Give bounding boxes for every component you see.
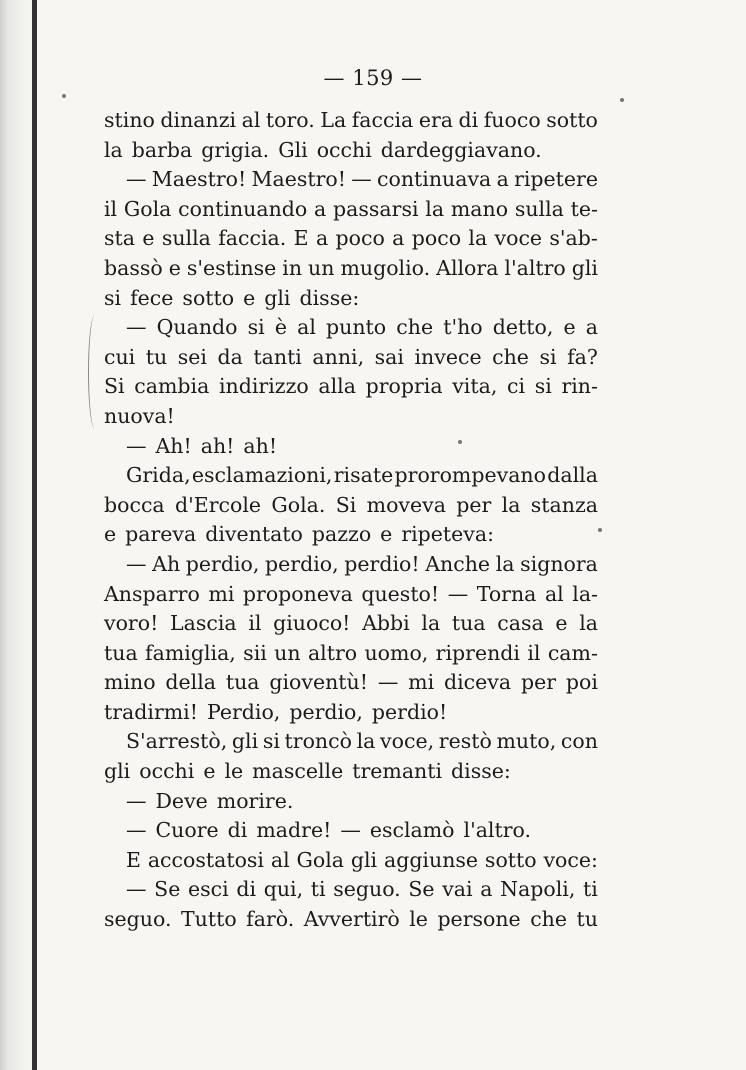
text-line bbox=[104, 905, 598, 935]
word: e bbox=[168, 255, 181, 280]
word: Si bbox=[104, 374, 125, 399]
word: seguo. bbox=[333, 877, 401, 902]
paper-speck bbox=[598, 528, 602, 532]
word: la bbox=[495, 551, 515, 576]
word: Se bbox=[154, 877, 181, 902]
word: disse: bbox=[451, 759, 511, 784]
word: Torna bbox=[476, 581, 537, 606]
word: persone bbox=[437, 907, 521, 932]
word: Lascia bbox=[170, 611, 237, 636]
word: mino bbox=[104, 670, 156, 695]
word: toro. bbox=[265, 108, 315, 132]
word: Perdio, bbox=[206, 699, 281, 724]
word: s'estinse bbox=[186, 255, 277, 280]
word: troncò bbox=[284, 729, 352, 754]
word: vai bbox=[442, 877, 473, 902]
word: al bbox=[544, 581, 564, 606]
word: mi bbox=[408, 670, 435, 695]
word: indirizzo bbox=[218, 374, 309, 399]
word: questo! bbox=[361, 581, 440, 606]
word: e bbox=[563, 315, 576, 340]
word: gli bbox=[350, 847, 378, 872]
word: perdio, bbox=[185, 551, 260, 576]
paper-speck bbox=[62, 94, 66, 98]
word: a bbox=[315, 226, 329, 251]
word: seguo. bbox=[104, 907, 172, 932]
word: il bbox=[104, 196, 118, 221]
word: le bbox=[224, 759, 244, 784]
word: proponeva bbox=[242, 581, 353, 606]
text-line bbox=[104, 461, 598, 491]
word: di bbox=[236, 877, 257, 902]
text-line bbox=[104, 757, 598, 787]
word: tua bbox=[225, 670, 260, 695]
word: s'ab- bbox=[549, 226, 598, 251]
text-line bbox=[104, 580, 598, 610]
word: in bbox=[282, 255, 303, 280]
word: e bbox=[380, 522, 393, 547]
word: Gola. bbox=[271, 492, 326, 517]
word: si bbox=[104, 285, 122, 310]
word: Grida, bbox=[126, 463, 191, 488]
word: prorompevano bbox=[394, 463, 546, 488]
word: poco bbox=[411, 226, 462, 251]
word: Gli bbox=[278, 137, 308, 162]
word: Cuore bbox=[155, 818, 219, 843]
word: l'altro. bbox=[463, 818, 532, 843]
word: fuoco bbox=[483, 108, 541, 132]
word: la bbox=[104, 137, 123, 162]
word: Quando bbox=[156, 315, 238, 340]
word: grigia. bbox=[201, 137, 270, 162]
word: Si bbox=[335, 492, 357, 517]
word: con bbox=[560, 729, 598, 754]
text-line bbox=[104, 372, 598, 402]
word: ripeteva: bbox=[401, 522, 495, 547]
word: sei bbox=[177, 344, 207, 369]
word: pazzo bbox=[311, 522, 372, 547]
word: si bbox=[539, 344, 557, 369]
text-line bbox=[104, 106, 598, 136]
word: sta bbox=[104, 226, 135, 251]
word: un bbox=[308, 255, 335, 280]
word: tu bbox=[145, 344, 168, 369]
word: l'altro bbox=[504, 255, 566, 280]
word: muto, bbox=[496, 729, 557, 754]
word: ci bbox=[507, 374, 526, 399]
word: Ansparro bbox=[104, 581, 200, 606]
word: si bbox=[262, 729, 280, 754]
word: le bbox=[409, 907, 428, 932]
word: a bbox=[480, 877, 493, 902]
word: — bbox=[340, 818, 361, 843]
word: pareva bbox=[125, 522, 197, 547]
word: al bbox=[297, 315, 316, 340]
word: la bbox=[579, 611, 598, 636]
word: madre! bbox=[256, 818, 332, 843]
word: morire. bbox=[216, 788, 294, 813]
word: disse: bbox=[299, 285, 360, 310]
word: propria bbox=[365, 374, 443, 399]
word: sotto bbox=[182, 285, 235, 310]
word: voro! bbox=[104, 611, 159, 636]
word: passarsi bbox=[333, 196, 419, 221]
word: la bbox=[425, 196, 445, 221]
text-line bbox=[104, 432, 598, 462]
word: di bbox=[458, 108, 479, 132]
word: faccia. bbox=[218, 226, 287, 251]
body-text bbox=[104, 106, 598, 935]
text-line bbox=[104, 787, 598, 817]
word: mano bbox=[450, 196, 509, 221]
word: e bbox=[203, 759, 216, 784]
word: signora bbox=[520, 551, 598, 576]
text-line bbox=[104, 846, 598, 876]
word: occhi bbox=[316, 137, 372, 162]
word: — bbox=[126, 877, 147, 902]
word: mugolio. bbox=[340, 255, 431, 280]
word: Se bbox=[408, 877, 435, 902]
word: e bbox=[142, 226, 155, 251]
word: altro bbox=[307, 640, 358, 665]
text-line bbox=[104, 550, 598, 580]
word: Abbi bbox=[362, 611, 410, 636]
word: la bbox=[421, 611, 441, 636]
text-line bbox=[104, 668, 598, 698]
word: riprendi bbox=[435, 640, 520, 665]
word: il bbox=[248, 611, 262, 636]
word: alla bbox=[318, 374, 356, 399]
word: sii bbox=[243, 640, 267, 665]
word: barba bbox=[131, 137, 193, 162]
word: dalla bbox=[547, 463, 598, 488]
word: il bbox=[527, 640, 541, 665]
text-line bbox=[104, 609, 598, 639]
word: tradirmi! bbox=[104, 699, 198, 724]
word: da bbox=[217, 344, 243, 369]
text-line bbox=[104, 343, 598, 373]
word: Deve bbox=[155, 788, 208, 813]
text-line bbox=[104, 136, 598, 166]
word: era bbox=[418, 108, 453, 132]
word: te- bbox=[570, 196, 598, 221]
word: bocca bbox=[104, 492, 165, 517]
word: che bbox=[492, 344, 529, 369]
word: E bbox=[126, 847, 141, 872]
word: voce: bbox=[543, 847, 598, 872]
word: perdio! bbox=[371, 699, 448, 724]
word: è bbox=[274, 315, 287, 340]
word: E bbox=[293, 226, 309, 251]
word: punto bbox=[326, 315, 387, 340]
word: un bbox=[274, 640, 301, 665]
word: accostatosi bbox=[147, 847, 264, 872]
word: Maestro! bbox=[151, 167, 247, 192]
word: la bbox=[468, 226, 488, 251]
word: nuova! bbox=[104, 403, 175, 428]
word: tremanti bbox=[352, 759, 443, 784]
paper-speck bbox=[620, 98, 624, 102]
word: Ah! bbox=[155, 433, 192, 458]
text-line bbox=[104, 224, 598, 254]
word: uomo, bbox=[364, 640, 429, 665]
word: diceva bbox=[444, 670, 512, 695]
text-line bbox=[104, 195, 598, 225]
word: poi bbox=[565, 670, 598, 695]
text-line bbox=[104, 284, 598, 314]
word: t'ho bbox=[443, 315, 483, 340]
word: cam- bbox=[547, 640, 598, 665]
word: S'arrestò, bbox=[126, 729, 228, 754]
word: si bbox=[247, 315, 265, 340]
text-line bbox=[104, 254, 598, 284]
word: stanza bbox=[530, 492, 598, 517]
word: poco bbox=[335, 226, 385, 251]
margin-pencil-mark bbox=[88, 316, 101, 428]
word: gli bbox=[104, 759, 131, 784]
word: sotto bbox=[484, 847, 537, 872]
word: ripetere bbox=[514, 167, 598, 192]
word: esclamazioni, bbox=[191, 463, 333, 488]
word: — bbox=[377, 670, 399, 695]
word: cui bbox=[104, 344, 136, 369]
word: gli bbox=[231, 729, 259, 754]
word: sulla bbox=[161, 226, 211, 251]
word: gioventù! bbox=[269, 670, 368, 695]
word: diventato bbox=[205, 522, 303, 547]
word: mi bbox=[208, 581, 235, 606]
word: ah! bbox=[243, 433, 278, 458]
word: continuando bbox=[178, 196, 308, 221]
word: al bbox=[241, 108, 261, 132]
word: ti bbox=[583, 877, 598, 902]
word: continuava bbox=[377, 167, 492, 192]
word: tua bbox=[104, 640, 138, 665]
word: dinanzi bbox=[160, 108, 237, 132]
word: Allora bbox=[436, 255, 499, 280]
word: gli bbox=[571, 255, 598, 280]
word: esclamò bbox=[369, 818, 455, 843]
page-number: — 159 — bbox=[323, 66, 423, 90]
text-line bbox=[104, 520, 598, 550]
word: faccia bbox=[351, 108, 414, 132]
word: sotto bbox=[546, 108, 598, 132]
word: sai bbox=[374, 344, 404, 369]
word: Maestro! bbox=[251, 167, 346, 192]
word: detto, bbox=[492, 315, 554, 340]
word: che bbox=[396, 315, 434, 340]
word: qui, bbox=[263, 877, 304, 902]
word: a bbox=[314, 196, 327, 221]
text-line bbox=[104, 491, 598, 521]
word: Gola bbox=[296, 847, 344, 872]
word: la bbox=[501, 492, 521, 517]
text-line bbox=[104, 639, 598, 669]
word: farò. bbox=[246, 907, 295, 932]
word: tua bbox=[451, 611, 486, 636]
word: la- bbox=[572, 581, 598, 606]
word: — bbox=[126, 788, 147, 813]
word: Ah bbox=[152, 551, 181, 576]
word: vita, bbox=[452, 374, 498, 399]
word: — bbox=[351, 167, 372, 192]
word: gli bbox=[264, 285, 291, 310]
word: tu bbox=[576, 907, 598, 932]
word: Tutto bbox=[180, 907, 237, 932]
word: sulla bbox=[514, 196, 564, 221]
word: rin- bbox=[561, 374, 598, 399]
word: la bbox=[356, 729, 376, 754]
word: occhi bbox=[139, 759, 195, 784]
word: ti bbox=[310, 877, 326, 902]
binding-shadow-line bbox=[32, 0, 37, 1070]
word: d'Ercole bbox=[174, 492, 262, 517]
word: invece bbox=[414, 344, 482, 369]
text-line bbox=[104, 165, 598, 195]
word: risate bbox=[333, 463, 394, 488]
word: fece bbox=[130, 285, 174, 310]
word: — bbox=[126, 818, 147, 843]
word: perdio, bbox=[289, 699, 363, 724]
word: — bbox=[126, 551, 147, 576]
text-line bbox=[104, 875, 598, 905]
word: perdio, bbox=[265, 551, 339, 576]
word: di bbox=[227, 818, 248, 843]
word: famiglia, bbox=[145, 640, 236, 665]
word: esci bbox=[188, 877, 229, 902]
word: della bbox=[165, 670, 216, 695]
page-binding-edge bbox=[0, 0, 36, 1070]
word: ah! bbox=[200, 433, 235, 458]
word: e bbox=[243, 285, 256, 310]
word: e bbox=[104, 522, 117, 547]
word: cambia bbox=[134, 374, 210, 399]
word: — bbox=[126, 433, 147, 458]
word: al bbox=[270, 847, 290, 872]
word: — bbox=[447, 581, 469, 606]
word: Avvertirò bbox=[303, 907, 400, 932]
word: voce bbox=[494, 226, 543, 251]
word: Anche bbox=[425, 551, 491, 576]
text-line bbox=[104, 402, 598, 432]
word: che bbox=[530, 907, 568, 932]
word: stino bbox=[104, 108, 155, 132]
word: moveva bbox=[366, 492, 446, 517]
word: per bbox=[456, 492, 492, 517]
word: a bbox=[585, 315, 598, 340]
word: si bbox=[534, 374, 552, 399]
word: e bbox=[555, 611, 568, 636]
word: dardeggiavano. bbox=[380, 137, 542, 162]
word: giuoco! bbox=[273, 611, 351, 636]
word: La bbox=[320, 108, 347, 132]
word: bassò bbox=[104, 255, 163, 280]
text-line bbox=[104, 816, 598, 846]
word: anni, bbox=[312, 344, 365, 369]
word: Gola bbox=[123, 196, 172, 221]
text-line bbox=[104, 313, 598, 343]
word: Napoli, bbox=[500, 877, 576, 902]
word: a bbox=[392, 226, 405, 251]
word: tanti bbox=[253, 344, 302, 369]
word: voce, bbox=[380, 729, 435, 754]
word: casa bbox=[497, 611, 544, 636]
word: fa? bbox=[567, 344, 598, 369]
word: — bbox=[126, 167, 147, 192]
word: aggiunse bbox=[383, 847, 479, 872]
word: per bbox=[520, 670, 557, 695]
text-line bbox=[104, 727, 598, 757]
word: perdio! bbox=[344, 551, 420, 576]
word: a bbox=[496, 167, 509, 192]
text-line bbox=[104, 698, 598, 728]
word: — bbox=[126, 315, 147, 340]
word: restò bbox=[438, 729, 492, 754]
word: mascelle bbox=[252, 759, 344, 784]
